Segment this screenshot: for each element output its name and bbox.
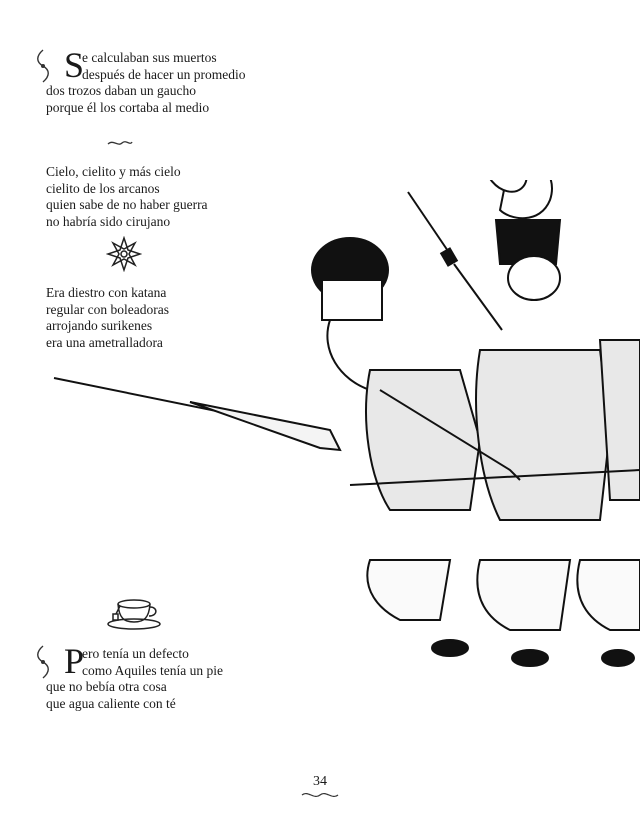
verse-line: ero tenía un defecto [82,646,189,661]
page-flourish-icon [300,790,340,800]
stanza-1 [46,45,246,116]
verse-line: porque él los cortaba al medio [46,99,210,115]
verse-line: que no bebía otra cosa [46,679,167,694]
drop-cap-s: S [64,45,85,85]
battle-illustration [40,180,640,720]
verse-line: era una ametralladora [46,334,163,350]
verse-line: arrojando surikenes [46,318,153,333]
stanza-4 [46,641,223,712]
page-number-text: 34 [313,774,327,789]
verse-line: quien sabe de no haber guerra [46,197,208,212]
verse-line: que agua caliente con té [46,695,176,711]
wavy-divider-icon [106,138,134,148]
verse-line: como Aquiles tenía un pie [82,662,223,678]
teacup-icon [104,592,164,632]
verse-line: después de hacer un promedio [82,66,246,82]
drop-cap-p: P [64,641,85,681]
verse-line: Cielo, cielito y más cielo [46,164,181,179]
verse-line: cielito de los arcanos [46,180,160,196]
verse-line: dos trozos daban un gaucho [46,83,196,98]
verse-line: no habría sido cirujano [46,213,171,229]
verse-line: Era diestro con katana [46,285,167,300]
verse-line: e calculaban sus muertos [82,50,217,65]
verse-line: regular con boleadoras [46,301,169,317]
page-number [0,774,640,800]
